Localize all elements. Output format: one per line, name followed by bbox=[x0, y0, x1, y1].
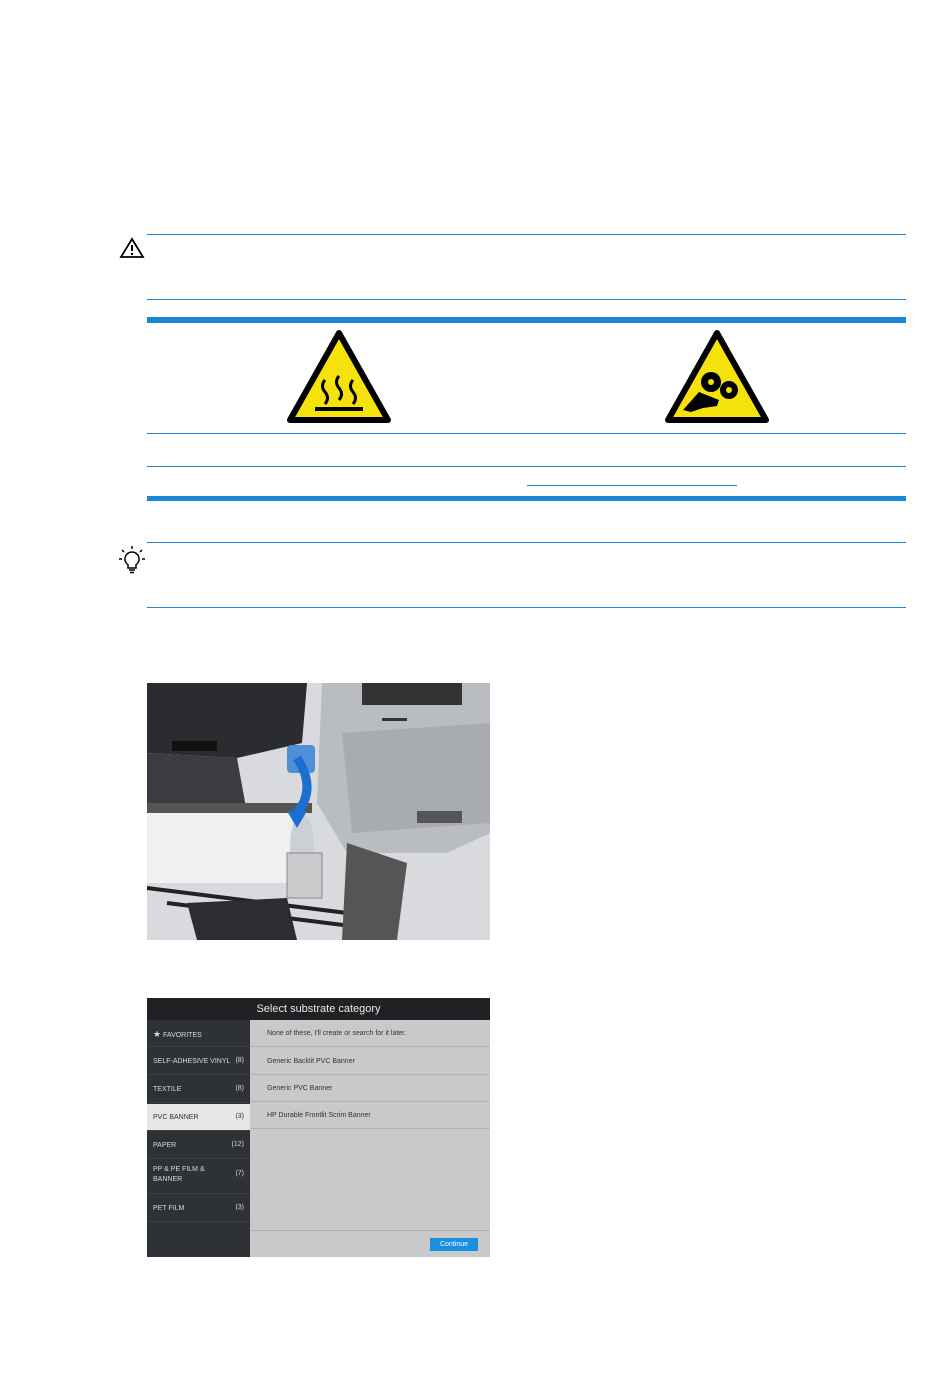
substrate-list bbox=[250, 1020, 490, 1257]
category-label: PAPER bbox=[153, 1142, 177, 1149]
category-label: PP & PE FILM & BANNER bbox=[153, 1166, 205, 1183]
hand-crush-gears-warning-icon bbox=[665, 330, 769, 424]
screen-title: Select substrate category bbox=[147, 998, 490, 1020]
substrate-item[interactable]: Generic PVC Banner bbox=[250, 1075, 490, 1102]
category-self-adhesive-vinyl[interactable] bbox=[147, 1048, 250, 1075]
category-count: (8) bbox=[235, 1057, 244, 1064]
category-label: PVC BANNER bbox=[153, 1114, 199, 1121]
warning-top-rule bbox=[147, 234, 906, 235]
continue-button[interactable]: Continue bbox=[430, 1238, 478, 1251]
substrate-category-screen bbox=[147, 998, 490, 1257]
tip-bottom-rule bbox=[147, 607, 906, 608]
cross-reference-link[interactable] bbox=[527, 485, 737, 486]
substrate-item[interactable]: None of these, I'll create or search for it later. bbox=[250, 1020, 490, 1047]
category-pp-pe-film-banner[interactable] bbox=[147, 1160, 250, 1194]
printer-spindle-photo bbox=[147, 683, 490, 940]
category-sidebar bbox=[147, 1020, 250, 1257]
hot-surface-warning-icon bbox=[287, 330, 391, 424]
category-label: TEXTILE bbox=[153, 1086, 182, 1093]
hazard-table-bottom-rule bbox=[147, 496, 906, 501]
category-textile[interactable] bbox=[147, 1076, 250, 1103]
star-icon: ★ bbox=[153, 1029, 162, 1039]
hazard-table-top-rule bbox=[147, 317, 906, 323]
category-paper[interactable] bbox=[147, 1132, 250, 1159]
category-label: FAVORITES bbox=[163, 1032, 202, 1039]
category-favorites[interactable] bbox=[147, 1020, 250, 1047]
category-pvc-banner[interactable] bbox=[147, 1104, 250, 1131]
lightbulb-icon bbox=[118, 545, 146, 575]
category-count: (12) bbox=[231, 1141, 244, 1148]
category-count: (8) bbox=[235, 1085, 244, 1092]
hazard-table-row-rule bbox=[147, 466, 906, 467]
category-count: (3) bbox=[235, 1113, 244, 1120]
category-count: (7) bbox=[235, 1170, 244, 1177]
category-pet-film[interactable] bbox=[147, 1195, 250, 1222]
category-label: PET FILM bbox=[153, 1205, 185, 1212]
category-count: (3) bbox=[235, 1204, 244, 1211]
list-footer-divider bbox=[250, 1230, 490, 1231]
substrate-item[interactable]: HP Durable Frontlit Scrim Banner bbox=[250, 1102, 490, 1129]
tip-top-rule bbox=[147, 542, 906, 543]
hazard-table-mid-rule bbox=[147, 433, 906, 434]
warning-icon bbox=[119, 237, 145, 259]
substrate-item[interactable]: Generic Backlit PVC Banner bbox=[250, 1048, 490, 1075]
category-label: SELF-ADHESIVE VINYL bbox=[153, 1058, 231, 1065]
warning-bottom-rule bbox=[147, 299, 906, 300]
